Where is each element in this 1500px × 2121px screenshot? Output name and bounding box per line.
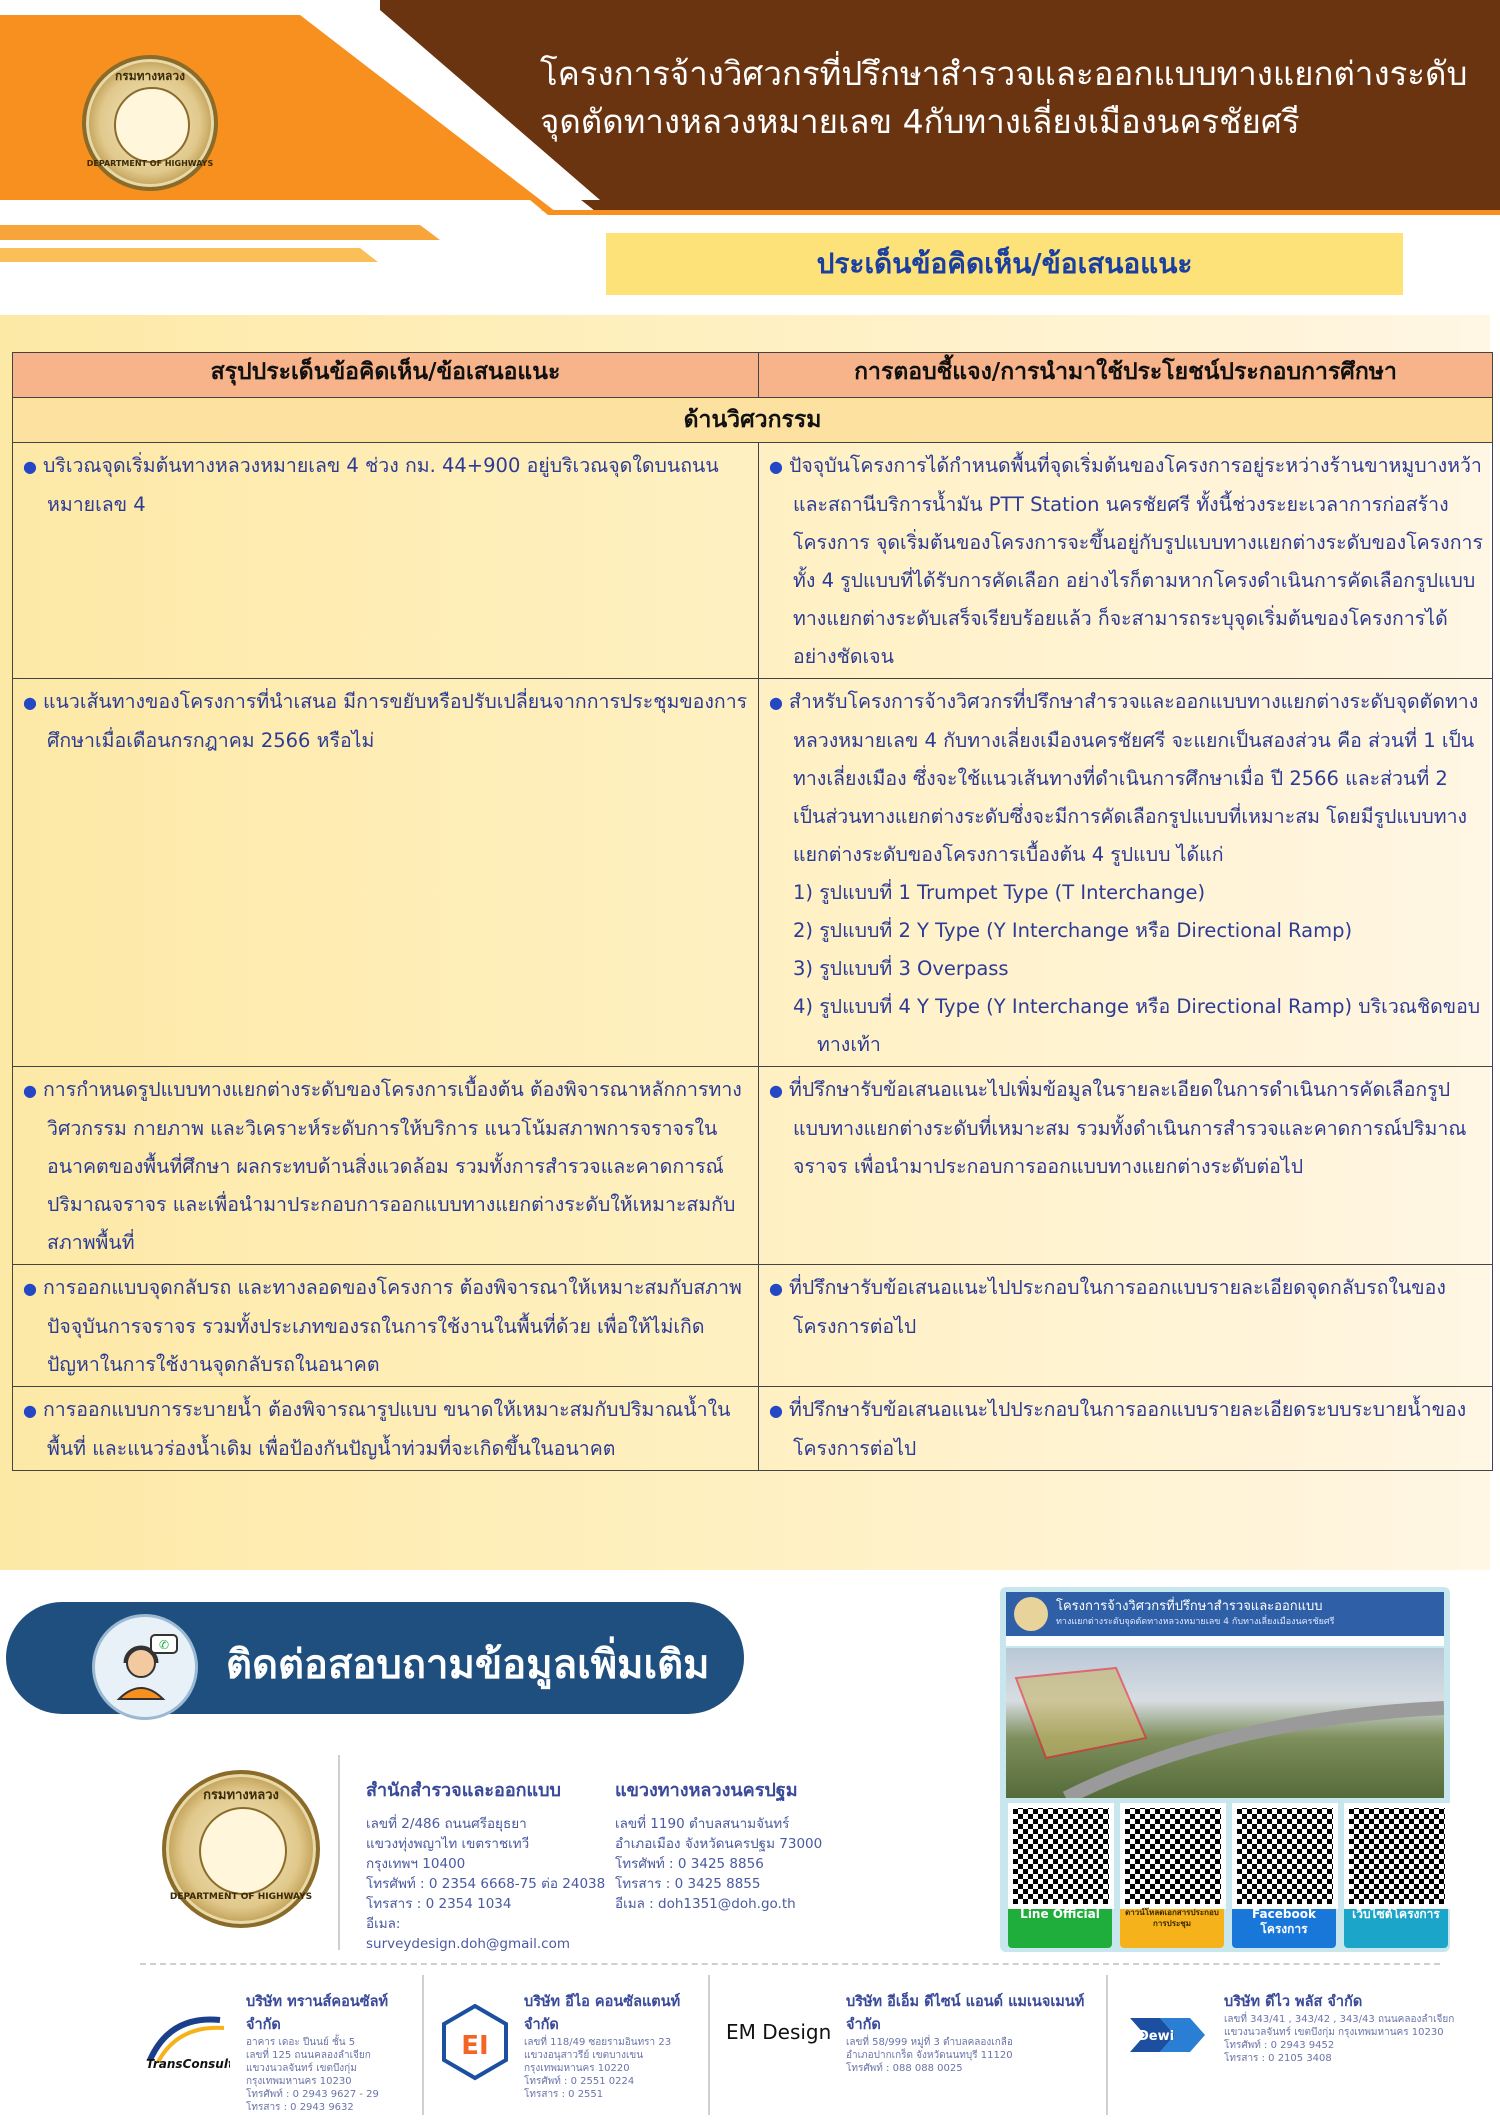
table-row xyxy=(13,443,1493,679)
bullet-icon: ● xyxy=(23,1081,37,1100)
department-of-highways-seal-footer xyxy=(162,1770,320,1928)
company-name: บริษัท ดีไว พลัส จำกัด xyxy=(1224,1994,1363,2010)
website-title: โครงการจ้างวิศวกรที่ปรึกษาสำรวจและออกแบบ xyxy=(1056,1599,1323,1614)
comment-text: การออกแบบการระบายน้ำ ต้องพิจารณารูปแบบ ขนาดให้เหมาะสมกับปริมาณน้ำในพื้นที่ และแนวร่องน้ำเดิม เพื่อป้องกันปัญน้ำท่วมที่จะเกิดขึ้นในอนาคต xyxy=(42,1398,731,1460)
office-line: โทรสาร : 0 3425 8855 xyxy=(615,1876,761,1892)
office-line: โทรศัพท์ : 0 2354 6668-75 ต่อ 24038 xyxy=(366,1876,606,1892)
logo-text: Dewi xyxy=(1138,2029,1175,2044)
office-email[interactable]: อีเมล: surveydesign.doh@gmail.com xyxy=(366,1916,571,1952)
bullet-icon: ● xyxy=(769,693,783,712)
company-line: เลขที่ 58/999 หมู่ที่ 3 ตำบลคลองเกลือ xyxy=(846,2037,1013,2048)
option-item: 1) รูปแบบที่ 1 Trumpet Type (T Interchange) xyxy=(793,881,1206,904)
office-line: โทรศัพท์ : 0 3425 8856 xyxy=(615,1856,764,1872)
company-line: โทรศัพท์ : 0 2551 0224 xyxy=(524,2076,635,2087)
response-text: ที่ปรึกษารับข้อเสนอแนะไปเพิ่มข้อมูลในรายละเอียดในการดำเนินการคัดเลือกรูปแบบทางแยกต่างระดับที่เหมาะสม รวมทั้งดำเนินการสำรวจและคาดการณ์ปริมาณจราจร เพื่อนำมาประกอบการออกแบบทางแยกต่างระดับต่อไป xyxy=(788,1078,1467,1178)
company-line: กรุงเทพมหานคร 10220 xyxy=(524,2063,630,2074)
website-seal-icon xyxy=(1014,1597,1048,1631)
comment-text: บริเวณจุดเริ่มต้นทางหลวงหมายเลข 4 ช่วง กม. 44+900 อยู่บริเวณจุดใดบนถนนหมายเลข 4 xyxy=(42,454,719,516)
em-design-logo: EM Design xyxy=(726,2020,832,2044)
company-line: อำเภอปากเกร็ด จังหวัดนนทบุรี 11120 xyxy=(846,2050,1013,2061)
office-email[interactable]: อีเมล : doh1351@doh.go.th xyxy=(615,1896,796,1912)
seal-bottom-text: DEPARTMENT OF HIGHWAYS xyxy=(169,1892,313,1902)
qr-code-icon xyxy=(1120,1803,1226,1909)
seal-bottom-text: DEPARTMENT OF HIGHWAYS xyxy=(86,159,214,168)
call-center-icon xyxy=(92,1614,198,1720)
qr-website[interactable] xyxy=(1344,1803,1448,1948)
transconsult-logo xyxy=(140,2010,230,2070)
company-name: บริษัท ทรานส์คอนซัลท์ จำกัด xyxy=(246,1994,389,2033)
response-cell xyxy=(759,1387,1493,1471)
qr-code-icon xyxy=(1344,1803,1450,1909)
page-title xyxy=(540,50,1470,146)
company-line: แขวงนวลจันทร์ เขตบึงกุ่ม กรุงเทพมหานคร 10230 xyxy=(1224,2027,1444,2038)
qr-meeting-documents[interactable] xyxy=(1120,1803,1224,1948)
table-row xyxy=(13,679,1493,1067)
qr-label: ดาวน์โหลดเอกสารประกอบการประชุม xyxy=(1125,1908,1219,1928)
bullet-icon: ● xyxy=(23,1279,37,1298)
comment-cell xyxy=(13,679,759,1067)
column-header-responses: การตอบชี้แจง/การนำมาใช้ประโยชน์ประกอบการศึกษา xyxy=(759,353,1493,398)
company-line: อาคาร เดอะ ปีนนย์ ชั้น 5 xyxy=(246,2037,356,2048)
office-line: เลขที่ 1190 ตำบลสนามจันทร์ xyxy=(615,1816,790,1832)
website-subtitle: ทางแยกต่างระดับจุดตัดทางหลวงหมายเลข 4 กับทางเลี่ยงเมืองนครชัยศรี xyxy=(1056,1617,1335,1627)
bullet-icon: ● xyxy=(769,1401,783,1420)
comment-cell xyxy=(13,1067,759,1265)
bullet-icon: ● xyxy=(769,1279,783,1298)
comment-cell xyxy=(13,1265,759,1387)
divider xyxy=(338,1755,340,1950)
response-cell xyxy=(759,1067,1493,1265)
table-row xyxy=(13,1265,1493,1387)
company-line: แขวงอนุสาวรีย์ เขตบางเขน xyxy=(524,2050,644,2061)
qr-label: Facebook โครงการ xyxy=(1252,1907,1316,1936)
divider xyxy=(422,1975,424,2115)
company-line: โทรศัพท์ : 088 088 0025 xyxy=(846,2063,963,2074)
office-line: โทรสาร : 0 2354 1034 xyxy=(366,1896,512,1912)
comment-text: แนวเส้นทางของโครงการที่นำเสนอ มีการขยับหรือปรับเปลี่ยนจากการประชุมของการศึกษาเมื่อเดือนกรกฎาคม 2566 หรือไม่ xyxy=(42,690,748,752)
response-text: ปัจจุบันโครงการได้กำหนดพื้นที่จุดเริ่มต้นของโครงการอยู่ระหว่างร้านขาหมูบางหว้าและสถานีบริการน้ำมัน PTT Station นครชัยศรี ทั้งนี้ช่วงระยะเวลาการก่อสร้างโครงการ จุดเริ่มต้นของโครงการจะขึ้นอยู่กับรูปแบบทางแยกต่างระดับของโครงการทั้ง 4 รูปแบบที่ได้รับการคัดเลือก อย่างไรก็ตามหากโครงดำเนินการคัดเลือกรูปแบบทางแยกต่างระดับเสร็จเรียบร้อยแล้ว ก็จะสามารถระบุจุดเริ่มต้นของโครงการได้อย่างชัดเจน xyxy=(788,454,1483,668)
website-nav xyxy=(1006,1636,1444,1646)
bullet-icon: ● xyxy=(23,1401,37,1420)
comments-table xyxy=(12,352,1493,1471)
company-name: บริษัท อีเอ็ม ดีไซน์ แอนด์ แมเนจเมนท์ จำกัด xyxy=(846,1994,1085,2033)
ei-consultant-logo xyxy=(440,2004,510,2084)
response-cell xyxy=(759,679,1493,1067)
contact-banner-label: ติดต่อสอบถามข้อมูลเพิ่มเติม xyxy=(226,1642,710,1688)
office-line: แขวงทุ่งพญาไท เขตราชเทวี xyxy=(366,1836,530,1852)
qr-code-icon xyxy=(1232,1803,1338,1909)
section-row xyxy=(13,398,1493,443)
page-subtitle: ประเด็นข้อคิดเห็น/ข้อเสนอแนะ xyxy=(816,247,1193,280)
company-line: เลขที่ 118/49 ซอยรามอินทรา 23 xyxy=(524,2037,672,2048)
dewi-logo xyxy=(1120,2010,1210,2060)
option-item: 3) รูปแบบที่ 3 Overpass xyxy=(793,957,1009,980)
bullet-icon: ● xyxy=(23,457,37,476)
logo-text: TransConsult xyxy=(146,2057,230,2070)
divider xyxy=(708,1975,710,2115)
qr-label: Line Official xyxy=(1020,1907,1100,1921)
company-line: โทรสาร : 0 2105 3408 xyxy=(1224,2053,1332,2064)
column-header-comments: สรุปประเด็นข้อคิดเห็น/ข้อเสนอแนะ xyxy=(13,353,759,398)
seal-top-text: กรมทางหลวง xyxy=(115,69,185,83)
company-line: โทรศัพท์ : 0 2943 9452 xyxy=(1224,2040,1335,2051)
office-line: อำเภอเมือง จังหวัดนครปฐม 73000 xyxy=(615,1836,823,1852)
office-survey-design xyxy=(366,1775,606,1954)
office-line: กรุงเทพฯ 10400 xyxy=(366,1856,466,1872)
table-row xyxy=(13,1067,1493,1265)
response-cell xyxy=(759,443,1493,679)
seal-top-text: กรมทางหลวง xyxy=(203,1788,279,1803)
office-name: แขวงทางหลวงนครปฐม xyxy=(615,1780,798,1801)
qr-line-official[interactable] xyxy=(1008,1803,1112,1948)
comment-cell xyxy=(13,443,759,679)
bullet-icon: ● xyxy=(23,693,37,712)
section-engineering: ด้านวิศวกรรม xyxy=(13,398,1493,443)
company-line: โทรสาร : 0 2943 9632 xyxy=(246,2102,354,2113)
bullet-icon: ● xyxy=(769,457,783,476)
department-of-highways-seal xyxy=(82,55,218,191)
qr-label: เว็บไซต์โครงการ xyxy=(1352,1907,1440,1921)
company-line: กรุงเทพมหานคร 10230 xyxy=(246,2076,352,2087)
highway-illustration xyxy=(1006,1648,1444,1798)
company-line: แขวงนวลจันทร์ เขตบึงกุ่ม xyxy=(246,2063,357,2074)
comment-text: การออกแบบจุดกลับรถ และทางลอดของโครงการ ต้องพิจารณาให้เหมาะสมกับสภาพปัจจุบันการจราจร รวมทั้งประเภทของรถในการใช้งานในพื้นที่ด้วย เพื่อให้ไม่เกิดปัญหาในการใช้งานจุดกลับรถในอนาคต xyxy=(42,1276,742,1376)
title-line-2: จุดตัดทางหลวงหมายเลข 4กับทางเลี่ยงเมืองนครชัยศรี xyxy=(540,102,1300,141)
title-line-1: โครงการจ้างวิศวกรที่ปรึกษาสำรวจและออกแบบทางแยกต่างระดับ xyxy=(540,54,1468,93)
option-item: 2) รูปแบบที่ 2 Y Type (Y Interchange หรือ Directional Ramp) xyxy=(793,919,1353,942)
website-header xyxy=(1006,1592,1444,1636)
office-name: สำนักสำรวจและออกแบบ xyxy=(366,1780,561,1801)
bullet-icon: ● xyxy=(769,1081,783,1100)
divider xyxy=(1106,1975,1108,2115)
company-name: บริษัท อีไอ คอนซัลแตนท์ จำกัด xyxy=(524,1994,681,2033)
office-nakhon-pathom xyxy=(615,1775,865,1914)
company-line: เลขที่ 343/41 , 343/42 , 343/43 ถนนคลองลำเจียก xyxy=(1224,2014,1455,2025)
comment-text: การกำหนดรูปแบบทางแยกต่างระดับของโครงการเบื้องต้น ต้องพิจารณาหลักการทางวิศวกรรม กายภาพ และวิเคราะห์ระดับการให้บริการ แนวโน้มสภาพการจราจรในอนาคตของพื้นที่ศึกษา ผลกระทบด้านสิ่งแวดล้อม รวมทั้งการสำรวจและคาดการณ์ปริมาณจราจร และเพื่อนำมาประกอบการออกแบบทางแยกต่างระดับให้เหมาะสมกับสภาพพื้นที่ xyxy=(42,1078,742,1254)
response-text: สำหรับโครงการจ้างวิศวกรที่ปรึกษาสำรวจและออกแบบทางแยกต่างระดับจุดตัดทางหลวงหมายเลข 4 กับทางเลี่ยงเมืองนครชัยศรี จะแยกเป็นสองส่วน คือ ส่วนที่ 1 เป็นทางเลี่ยงเมือง ซึ่งจะใช้แนวเส้นทางที่ดำเนินการศึกษาเมื่อ ปี 2566 และส่วนที่ 2 เป็นส่วนทางแยกต่างระดับซึ่งจะมีการคัดเลือกรูปแบบที่เหมาะสม โดยมีรูปแบบทางแยกต่างระดับของโครงการเบื้องต้น 4 รูปแบบ ได้แก่ xyxy=(788,690,1479,866)
company-line: โทรสาร : 0 2551 xyxy=(524,2089,604,2100)
qr-facebook[interactable] xyxy=(1232,1803,1336,1948)
svg-text:EI: EI xyxy=(461,2031,489,2061)
svg-text:✆: ✆ xyxy=(158,1638,170,1652)
comment-cell xyxy=(13,1387,759,1471)
qr-code-icon xyxy=(1008,1803,1114,1909)
company-line: โทรศัพท์ : 0 2943 9627 - 29 xyxy=(246,2089,379,2100)
response-cell xyxy=(759,1265,1493,1387)
office-line: เลขที่ 2/486 ถนนศรีอยุธยา xyxy=(366,1816,527,1832)
company-line: เลขที่ 125 ถนนคลองลำเจียก xyxy=(246,2050,371,2061)
footer-divider xyxy=(140,1963,1440,1965)
table-row xyxy=(13,1387,1493,1471)
option-item: 4) รูปแบบที่ 4 Y Type (Y Interchange หรือ Directional Ramp) บริเวณชิดขอบทางเท้า xyxy=(793,995,1481,1056)
table-header-row xyxy=(13,353,1493,398)
aerial-photo xyxy=(1006,1648,1444,1798)
response-text: ที่ปรึกษารับข้อเสนอแนะไปประกอบในการออกแบบรายละเอียดจุดกลับรถในของโครงการต่อไป xyxy=(788,1276,1446,1338)
response-text: ที่ปรึกษารับข้อเสนอแนะไปประกอบในการออกแบบรายละเอียดระบบระบายน้ำของโครงการต่อไป xyxy=(788,1398,1467,1460)
